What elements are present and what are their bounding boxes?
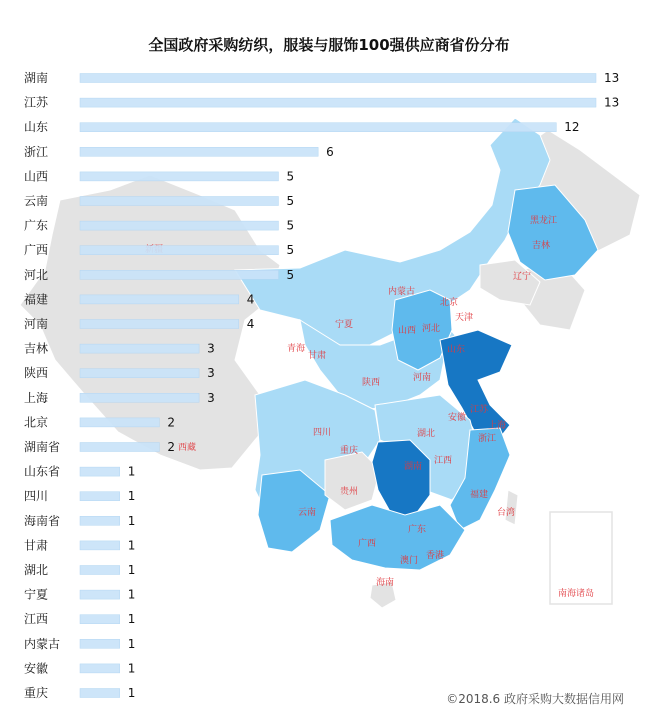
category-label: 陕西 — [24, 366, 49, 381]
bar — [80, 344, 199, 353]
category-label: 甘肃 — [24, 538, 49, 553]
province-label: 河北 — [422, 324, 441, 334]
value-label: 2 — [167, 440, 176, 454]
value-label: 13 — [604, 95, 620, 110]
province-label: 四川 — [313, 428, 332, 438]
province-label: 山东 — [447, 345, 466, 355]
category-label: 湖南省 — [24, 440, 61, 454]
province-label: 辽宁 — [513, 272, 532, 282]
value-label: 5 — [286, 169, 295, 184]
bar — [80, 467, 120, 476]
value-label: 5 — [286, 194, 295, 208]
bar — [80, 197, 278, 206]
category-label: 吉林 — [24, 341, 49, 356]
category-label: 宁夏 — [24, 587, 49, 602]
province-label: 宁夏 — [335, 320, 354, 330]
province-label: 福建 — [470, 490, 489, 500]
footer-credit: ©2018.6 政府采购大数据信用网 — [446, 692, 624, 706]
value-label: 1 — [127, 686, 136, 700]
value-label: 1 — [127, 464, 136, 479]
province-label: 河南 — [413, 373, 432, 383]
category-label: 山东 — [24, 120, 49, 135]
province-label: 广东 — [408, 525, 427, 535]
province-label: 黑龙江 — [530, 216, 558, 226]
bar — [80, 443, 159, 452]
value-label: 1 — [127, 513, 136, 528]
value-label: 5 — [286, 267, 295, 282]
category-label: 江西 — [24, 612, 49, 627]
bar — [80, 689, 120, 698]
category-label: 内蒙古 — [24, 636, 61, 651]
value-label: 5 — [286, 218, 295, 233]
bar — [80, 270, 278, 279]
bar — [80, 418, 159, 427]
province-label: 上海 — [488, 421, 507, 431]
bar — [80, 393, 199, 402]
province-label: 贵州 — [340, 487, 359, 497]
chart-title: 全国政府采购纺织，服装与服饰100强供应商省份分布 — [148, 36, 510, 54]
province-label: 甘肃 — [308, 351, 327, 361]
value-label: 1 — [127, 489, 136, 504]
province-label: 北京 — [440, 298, 459, 308]
category-label: 湖南 — [24, 71, 49, 85]
category-label: 云南 — [24, 194, 49, 208]
category-label: 北京 — [24, 415, 49, 430]
value-label: 1 — [127, 661, 136, 676]
province-label: 湖南 — [404, 462, 423, 472]
category-label: 山东省 — [24, 464, 61, 479]
category-label: 上海 — [24, 390, 49, 405]
province-label: 江苏 — [470, 405, 489, 415]
province-label: 江西 — [434, 456, 453, 466]
value-label: 4 — [246, 292, 255, 307]
province-label: 内蒙古 — [388, 287, 416, 297]
bar — [80, 492, 120, 501]
bars-group — [24, 70, 619, 700]
bar — [80, 664, 120, 673]
bar — [80, 295, 239, 304]
province-label: 海南 — [376, 578, 395, 588]
province-label: 广西 — [358, 539, 377, 549]
value-label: 1 — [127, 538, 136, 553]
category-label: 河北 — [24, 267, 49, 282]
province-label: 湖北 — [417, 429, 436, 439]
province-label: 吉林 — [532, 241, 551, 251]
value-label: 4 — [246, 317, 255, 331]
bar — [80, 320, 239, 329]
category-label: 山西 — [24, 169, 49, 184]
province-label: 澳门 — [400, 556, 419, 566]
bar — [80, 74, 596, 83]
category-label: 江苏 — [24, 95, 49, 110]
province-label: 南海诸岛 — [558, 589, 595, 599]
category-label: 重庆 — [24, 686, 49, 700]
province-label: 西藏 — [178, 443, 197, 453]
bar — [80, 221, 278, 230]
value-label: 5 — [286, 243, 295, 258]
province-label: 陕西 — [362, 378, 381, 388]
category-label: 广东 — [24, 218, 49, 233]
category-label: 河南 — [24, 317, 49, 331]
province-label: 安徽 — [448, 413, 467, 423]
bar — [80, 369, 199, 378]
bar — [80, 516, 120, 525]
value-label: 3 — [207, 366, 215, 381]
province-label: 山西 — [398, 326, 417, 336]
province-label: 香港 — [426, 551, 445, 561]
value-label: 1 — [127, 563, 136, 577]
value-label: 1 — [127, 612, 136, 627]
bar — [80, 147, 318, 156]
category-label: 福建 — [24, 292, 49, 307]
province-label: 台湾 — [497, 508, 516, 518]
province-label: 浙江 — [478, 434, 497, 444]
bar — [80, 98, 596, 107]
value-label: 1 — [127, 587, 136, 602]
category-label: 浙江 — [24, 144, 49, 159]
value-label: 3 — [207, 341, 215, 356]
bar — [80, 541, 120, 550]
bar — [80, 639, 120, 648]
category-label: 四川 — [24, 489, 49, 504]
category-label: 海南省 — [24, 513, 61, 528]
value-label: 3 — [207, 390, 215, 405]
category-label: 安徽 — [24, 661, 49, 676]
value-label: 6 — [326, 144, 334, 159]
province-label: 青海 — [287, 344, 306, 354]
bar — [80, 246, 278, 255]
bar — [80, 172, 278, 181]
value-label: 2 — [167, 415, 176, 430]
value-label: 13 — [604, 71, 620, 85]
bar — [80, 566, 120, 575]
bar — [80, 123, 556, 132]
province-label: 云南 — [298, 508, 317, 518]
province-label: 天津 — [455, 313, 474, 323]
category-label: 湖北 — [24, 563, 49, 577]
province-label: 重庆 — [340, 446, 359, 456]
bar — [80, 615, 120, 624]
value-label: 1 — [127, 636, 136, 651]
category-label: 广西 — [24, 243, 49, 258]
bar — [80, 590, 120, 599]
value-label: 12 — [564, 120, 580, 135]
